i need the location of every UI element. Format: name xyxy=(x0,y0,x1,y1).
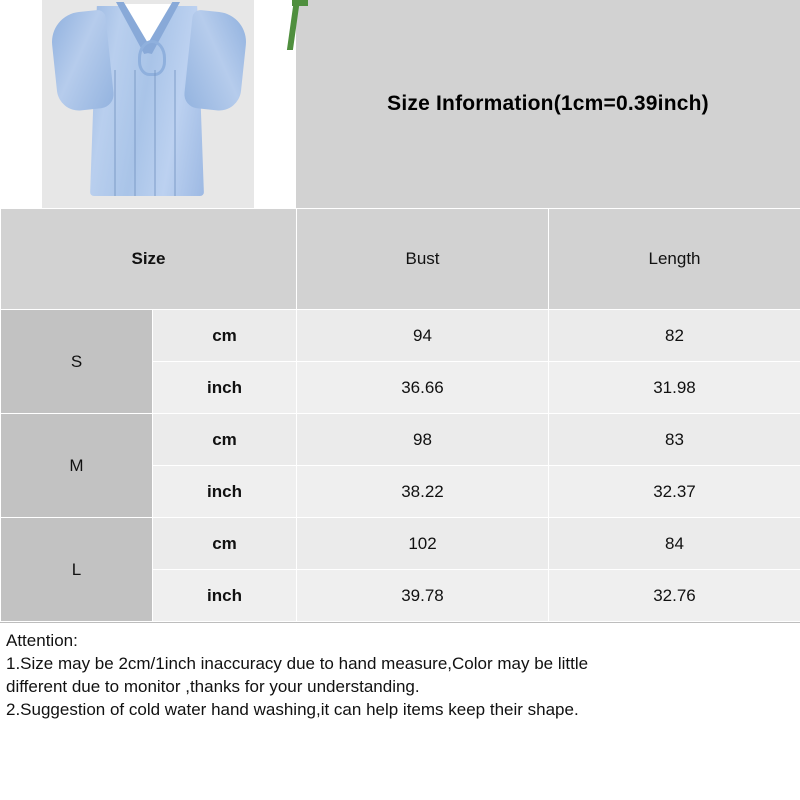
size-label-m: M xyxy=(1,414,153,518)
bust-value-m-cm: 98 xyxy=(297,414,549,466)
table-header-row xyxy=(1,209,800,310)
length-value-s-inch: 31.98 xyxy=(549,362,800,414)
unit-label-inch: inch xyxy=(153,466,297,518)
attention-line-2: 2.Suggestion of cold water hand washing,it can help items keep their shape. xyxy=(6,699,579,719)
unit-label-cm: cm xyxy=(153,310,297,362)
attention-line-1b: different due to monitor ,thanks for your understanding. xyxy=(6,676,420,696)
unit-label-inch: inch xyxy=(153,362,297,414)
table-row xyxy=(1,414,800,466)
length-value-s-cm: 82 xyxy=(549,310,800,362)
product-photo xyxy=(42,0,254,208)
unit-label-cm: cm xyxy=(153,518,297,570)
table-row xyxy=(1,518,800,570)
size-label-l: L xyxy=(1,518,153,622)
unit-label-cm: cm xyxy=(153,414,297,466)
bust-value-m-inch: 38.22 xyxy=(297,466,549,518)
size-table xyxy=(0,208,800,622)
bust-value-s-inch: 36.66 xyxy=(297,362,549,414)
attention-line-1a: 1.Size may be 2cm/1inch inaccuracy due to hand measure,Color may be little xyxy=(6,654,589,673)
length-value-l-cm: 84 xyxy=(549,518,800,570)
column-header-size: Size xyxy=(1,209,297,310)
blouse-illustration-icon xyxy=(42,0,254,208)
length-value-l-inch: 32.76 xyxy=(549,570,800,622)
product-photo-cell xyxy=(0,0,296,208)
size-information-title: Size Information(1cm=0.39inch) xyxy=(387,92,709,115)
attention-title: Attention: xyxy=(6,631,78,650)
attention-block xyxy=(0,622,800,728)
length-value-m-inch: 32.37 xyxy=(549,466,800,518)
unit-label-inch: inch xyxy=(153,570,297,622)
header-band xyxy=(0,0,800,208)
bust-value-l-inch: 39.78 xyxy=(297,570,549,622)
size-information-header xyxy=(296,0,800,208)
column-header-length: Length xyxy=(549,209,800,310)
bust-value-l-cm: 102 xyxy=(297,518,549,570)
bust-value-s-cm: 94 xyxy=(297,310,549,362)
column-header-bust: Bust xyxy=(297,209,549,310)
size-label-s: S xyxy=(1,310,153,414)
table-row xyxy=(1,310,800,362)
length-value-m-cm: 83 xyxy=(549,414,800,466)
